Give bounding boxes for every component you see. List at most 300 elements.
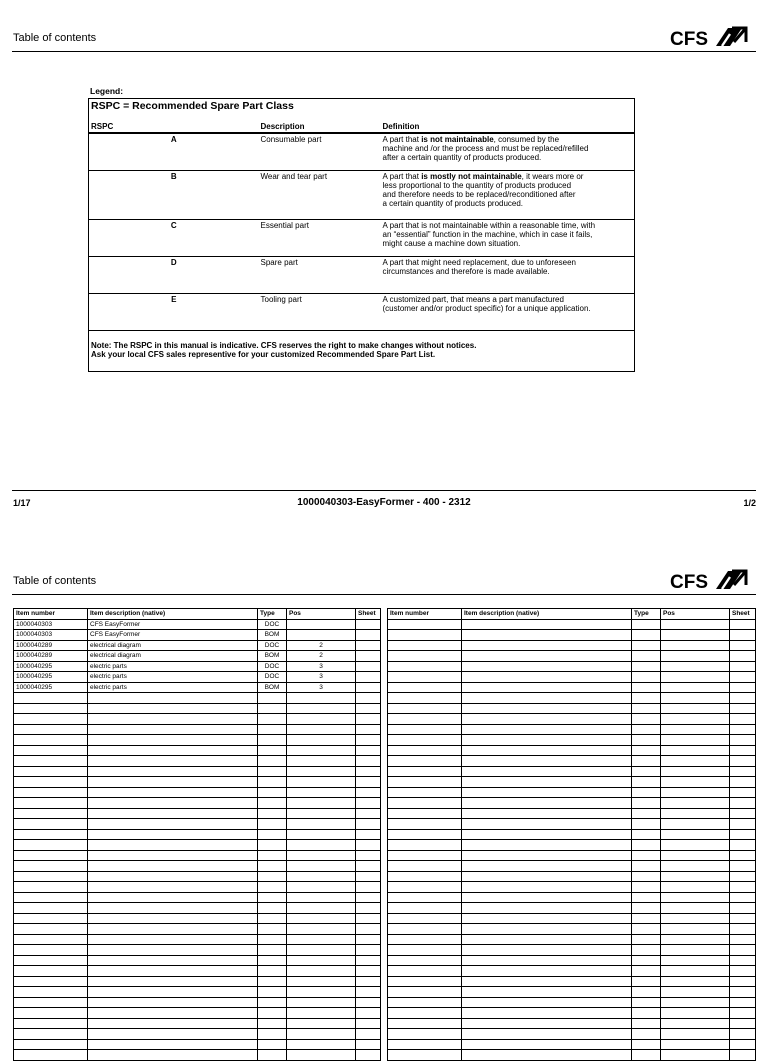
- page-header-1: [12, 24, 756, 48]
- table-row: [14, 966, 381, 977]
- toc-type: BOM: [258, 630, 287, 641]
- table-row: [388, 714, 756, 725]
- table-row: [388, 1050, 756, 1061]
- toc-sheet: [356, 672, 381, 683]
- toc-item-number: 1000040303: [14, 619, 88, 630]
- definition-line: [383, 239, 633, 248]
- toc-sheet: [730, 882, 756, 893]
- definition-text: might cause a machine down situation.: [382, 239, 521, 248]
- toc-pos: [661, 735, 730, 746]
- toc-pos: [661, 871, 730, 882]
- toc-sheet: [356, 777, 381, 788]
- definition-line: [383, 144, 633, 153]
- toc-sheet: [730, 777, 756, 788]
- toc-sheet: [356, 987, 381, 998]
- toc-sheet: [730, 703, 756, 714]
- toc-pos: [661, 966, 730, 977]
- toc-type: [632, 735, 661, 746]
- toc-pos: [287, 882, 356, 893]
- toc-type: [258, 714, 287, 725]
- toc-pos: [287, 703, 356, 714]
- toc-item-number: [388, 892, 462, 903]
- toc-item-number: 1000040303: [14, 630, 88, 641]
- toc-type: [258, 903, 287, 914]
- table-row: [388, 945, 756, 956]
- toc-item-description: [462, 1018, 632, 1029]
- toc-sheet: [730, 714, 756, 725]
- definition-line: [383, 199, 633, 208]
- toc-pos: [287, 987, 356, 998]
- toc-col-pos: Pos: [287, 609, 356, 620]
- toc-pos: [661, 976, 730, 987]
- toc-type: [258, 1039, 287, 1050]
- toc-type: [632, 724, 661, 735]
- table-row: [388, 871, 756, 882]
- definition-text: an “essential” function in the machine, which in case it fails,: [382, 230, 593, 239]
- toc-sheet: [730, 829, 756, 840]
- toc-item-number: [388, 966, 462, 977]
- legend-definition: [381, 294, 635, 331]
- toc-col-sheet: Sheet: [730, 609, 756, 620]
- toc-type: [258, 724, 287, 735]
- definition-text: A part that is not maintainable within a reasonable time, with: [382, 221, 596, 230]
- toc-sheet: [730, 850, 756, 861]
- toc-item-description: [88, 955, 258, 966]
- table-row: [14, 976, 381, 987]
- toc-pos: [661, 945, 730, 956]
- toc-type: [258, 913, 287, 924]
- toc-type: [632, 640, 661, 651]
- toc-sheet: [356, 955, 381, 966]
- table-row: [388, 1018, 756, 1029]
- toc-item-description: [462, 882, 632, 893]
- toc-item-description: [88, 966, 258, 977]
- table-row: [388, 777, 756, 788]
- table-row: [388, 966, 756, 977]
- legend-row: [89, 294, 635, 331]
- toc-item-number: [388, 976, 462, 987]
- table-row: [388, 840, 756, 851]
- toc-sheet: [356, 787, 381, 798]
- toc-item-description: [462, 619, 632, 630]
- toc-item-number: [388, 756, 462, 767]
- toc-item-description: [462, 1039, 632, 1050]
- toc-sheet: [356, 766, 381, 777]
- toc-type: [632, 882, 661, 893]
- toc-item-description: [462, 787, 632, 798]
- table-row: [14, 997, 381, 1008]
- toc-pos: [287, 966, 356, 977]
- toc-type: DOC: [258, 661, 287, 672]
- toc-pos: [661, 714, 730, 725]
- toc-sheet: [730, 661, 756, 672]
- toc-pos: [661, 630, 730, 641]
- table-row: [14, 714, 381, 725]
- table-row: [14, 1039, 381, 1050]
- toc-type: [632, 619, 661, 630]
- definition-text: is mostly not maintainable: [421, 172, 522, 181]
- toc-sheet: [356, 630, 381, 641]
- toc-sheet: [356, 745, 381, 756]
- toc-item-description: [462, 892, 632, 903]
- toc-pos: [287, 1029, 356, 1040]
- toc-sheet: [356, 703, 381, 714]
- toc-pos: [661, 924, 730, 935]
- toc-pos: [287, 976, 356, 987]
- toc-item-description: [462, 924, 632, 935]
- toc-pos: [661, 955, 730, 966]
- toc-table-right: [387, 608, 756, 1061]
- toc-item-number: [14, 745, 88, 756]
- toc-sheet: [730, 934, 756, 945]
- toc-item-number: [388, 682, 462, 693]
- toc-type: [258, 892, 287, 903]
- table-row: [14, 924, 381, 935]
- toc-pos: [287, 945, 356, 956]
- toc-sheet: [356, 808, 381, 819]
- toc-item-description: [462, 672, 632, 683]
- table-row: [14, 798, 381, 809]
- toc-type: [632, 829, 661, 840]
- toc-type: [258, 808, 287, 819]
- legend-description: Essential part: [259, 220, 381, 257]
- legend-class: C: [89, 220, 259, 257]
- toc-item-description: [462, 861, 632, 872]
- toc-sheet: [730, 945, 756, 956]
- toc-item-number: [14, 693, 88, 704]
- toc-sheet: [730, 756, 756, 767]
- toc-item-description: [462, 693, 632, 704]
- table-row: [14, 766, 381, 777]
- toc-item-description: electric parts: [88, 661, 258, 672]
- toc-pos: [661, 1029, 730, 1040]
- toc-item-description: electric parts: [88, 682, 258, 693]
- toc-type: [258, 861, 287, 872]
- toc-type: [632, 987, 661, 998]
- header-rule: [12, 594, 756, 595]
- toc-type: [632, 924, 661, 935]
- toc-type: [258, 819, 287, 830]
- toc-pos: [661, 1050, 730, 1061]
- toc-pos: [661, 682, 730, 693]
- definition-line: [383, 190, 633, 199]
- table-row: [14, 703, 381, 714]
- toc-sheet: [730, 987, 756, 998]
- toc-type: [258, 987, 287, 998]
- toc-sheet: [356, 903, 381, 914]
- table-row: [14, 1050, 381, 1061]
- toc-sheet: [356, 871, 381, 882]
- toc-sheet: [730, 630, 756, 641]
- toc-item-number: [388, 819, 462, 830]
- toc-item-number: [388, 661, 462, 672]
- toc-pos: [287, 808, 356, 819]
- toc-type: [258, 966, 287, 977]
- toc-sheet: [356, 850, 381, 861]
- toc-item-description: [88, 724, 258, 735]
- toc-item-description: [462, 1008, 632, 1019]
- toc-type: [632, 808, 661, 819]
- toc-col-item-description: Item description (native): [88, 609, 258, 620]
- definition-line: [383, 172, 633, 181]
- svg-text:CFS: CFS: [670, 29, 708, 50]
- toc-item-description: [462, 955, 632, 966]
- toc-item-description: [462, 777, 632, 788]
- toc-sheet: [356, 640, 381, 651]
- toc-type: [258, 955, 287, 966]
- table-row: [14, 934, 381, 945]
- toc-pos: [287, 997, 356, 1008]
- table-row: [14, 682, 381, 693]
- toc-item-number: [14, 976, 88, 987]
- toc-sheet: [730, 1029, 756, 1040]
- toc-item-description: [88, 892, 258, 903]
- toc-type: [632, 766, 661, 777]
- toc-item-number: 1000040295: [14, 682, 88, 693]
- toc-item-number: [388, 766, 462, 777]
- toc-pos: [287, 1050, 356, 1061]
- toc-type: [632, 934, 661, 945]
- toc-pos: [287, 934, 356, 945]
- toc-pos: [661, 1018, 730, 1029]
- toc-item-number: [388, 651, 462, 662]
- legend-description: Spare part: [259, 257, 381, 294]
- toc-sheet: [356, 693, 381, 704]
- toc-type: [258, 735, 287, 746]
- toc-sheet: [730, 1050, 756, 1061]
- toc-type: [632, 976, 661, 987]
- toc-item-number: [388, 913, 462, 924]
- toc-item-number: [388, 955, 462, 966]
- toc-pos: [661, 619, 730, 630]
- table-row: [388, 703, 756, 714]
- toc-sheet: [730, 766, 756, 777]
- toc-item-number: [388, 787, 462, 798]
- toc-pos: [287, 693, 356, 704]
- toc-item-number: [14, 840, 88, 851]
- toc-type: [632, 651, 661, 662]
- toc-type: [632, 672, 661, 683]
- toc-pos: [287, 630, 356, 641]
- table-row: [14, 945, 381, 956]
- toc-item-description: [88, 756, 258, 767]
- toc-pos: [287, 850, 356, 861]
- toc-table-left: [13, 608, 381, 1061]
- table-row: [388, 987, 756, 998]
- toc-pos: [661, 840, 730, 851]
- legend-row: [89, 257, 635, 294]
- toc-type: BOM: [258, 651, 287, 662]
- table-row: [388, 766, 756, 777]
- table-row: [14, 651, 381, 662]
- toc-col-item-description: Item description (native): [462, 609, 632, 620]
- toc-item-description: [462, 850, 632, 861]
- svg-text:CFS: CFS: [670, 572, 708, 593]
- toc-item-description: [462, 997, 632, 1008]
- toc-sheet: [730, 808, 756, 819]
- table-row: [388, 1029, 756, 1040]
- toc-item-number: [14, 735, 88, 746]
- footer-document-id: 1000040303-EasyFormer - 400 - 2312: [297, 497, 471, 508]
- table-row: [388, 787, 756, 798]
- toc-type: [258, 850, 287, 861]
- legend-col-rspc: RSPC: [89, 121, 259, 133]
- toc-type: [632, 756, 661, 767]
- toc-item-number: [14, 913, 88, 924]
- toc-item-description: [88, 882, 258, 893]
- toc-pos: 2: [287, 640, 356, 651]
- table-row: [388, 661, 756, 672]
- toc-sheet: [730, 1018, 756, 1029]
- toc-sheet: [730, 693, 756, 704]
- toc-item-description: [462, 840, 632, 851]
- toc-type: DOC: [258, 640, 287, 651]
- toc-col-item-number: Item number: [388, 609, 462, 620]
- toc-sheet: [356, 1018, 381, 1029]
- toc-item-number: [14, 945, 88, 956]
- toc-pos: [661, 724, 730, 735]
- definition-line: [383, 295, 633, 304]
- toc-pos: [287, 871, 356, 882]
- toc-pos: [661, 745, 730, 756]
- toc-sheet: [730, 966, 756, 977]
- toc-item-description: [462, 682, 632, 693]
- toc-item-number: [14, 1008, 88, 1019]
- legend-class: E: [89, 294, 259, 331]
- toc-item-number: [14, 1039, 88, 1050]
- toc-item-description: [462, 735, 632, 746]
- toc-pos: [287, 829, 356, 840]
- toc-item-description: [462, 913, 632, 924]
- toc-item-number: [388, 714, 462, 725]
- table-row: [388, 955, 756, 966]
- table-row: [388, 903, 756, 914]
- footer-page-count: 1/17: [13, 498, 31, 508]
- toc-sheet: [356, 714, 381, 725]
- toc-type: [632, 745, 661, 756]
- toc-type: [258, 1018, 287, 1029]
- toc-pos: [287, 619, 356, 630]
- table-row: [14, 777, 381, 788]
- table-row: [14, 850, 381, 861]
- toc-pos: [287, 787, 356, 798]
- toc-pos: [661, 651, 730, 662]
- toc-type: [632, 630, 661, 641]
- toc-item-description: [88, 777, 258, 788]
- table-row: [14, 619, 381, 630]
- definition-line: [383, 153, 633, 162]
- toc-sheet: [730, 640, 756, 651]
- toc-item-description: CFS EasyFormer: [88, 630, 258, 641]
- footer-rule: [12, 490, 756, 491]
- legend-description: Tooling part: [259, 294, 381, 331]
- table-row: [14, 871, 381, 882]
- toc-col-type: Type: [632, 609, 661, 620]
- table-row: [14, 913, 381, 924]
- toc-item-number: [14, 703, 88, 714]
- toc-sheet: [730, 871, 756, 882]
- definition-text: A part that might need replacement, due to unforeseen: [382, 258, 576, 267]
- toc-pos: [661, 850, 730, 861]
- toc-type: [258, 787, 287, 798]
- toc-item-number: [388, 829, 462, 840]
- toc-type: [632, 871, 661, 882]
- table-row: [14, 882, 381, 893]
- toc-item-number: [14, 871, 88, 882]
- definition-text: A customized part, that means a part manufactured: [382, 295, 564, 304]
- table-row: [14, 787, 381, 798]
- toc-item-description: [462, 934, 632, 945]
- toc-item-number: [14, 714, 88, 725]
- toc-item-description: [462, 1029, 632, 1040]
- definition-line: [383, 304, 633, 313]
- toc-type: [632, 1050, 661, 1061]
- toc-sheet: [730, 861, 756, 872]
- toc-item-number: [388, 724, 462, 735]
- table-row: [14, 819, 381, 830]
- toc-pos: [661, 640, 730, 651]
- toc-item-number: [388, 693, 462, 704]
- cfs-logo: [670, 24, 750, 50]
- toc-sheet: [730, 819, 756, 830]
- table-row: [14, 1029, 381, 1040]
- table-row: [388, 735, 756, 746]
- legend-col-description: Description: [259, 121, 381, 133]
- toc-item-description: [462, 661, 632, 672]
- toc-item-description: [88, 693, 258, 704]
- toc-item-number: [388, 850, 462, 861]
- table-row: [14, 1008, 381, 1019]
- toc-item-number: [14, 724, 88, 735]
- toc-type: [258, 840, 287, 851]
- toc-sheet: [356, 1050, 381, 1061]
- toc-type: [632, 777, 661, 788]
- toc-pos: [661, 672, 730, 683]
- toc-pos: [661, 756, 730, 767]
- toc-type: [258, 1008, 287, 1019]
- toc-pos: [287, 735, 356, 746]
- toc-sheet: [730, 619, 756, 630]
- legend-note: [89, 331, 635, 372]
- toc-type: [258, 745, 287, 756]
- toc-item-description: [88, 903, 258, 914]
- toc-item-description: [462, 903, 632, 914]
- toc-pos: [661, 703, 730, 714]
- toc-type: [632, 1029, 661, 1040]
- table-row: [388, 892, 756, 903]
- toc-pos: [287, 955, 356, 966]
- toc-item-number: [14, 903, 88, 914]
- toc-pos: [661, 798, 730, 809]
- toc-item-number: [388, 945, 462, 956]
- toc-item-description: [462, 640, 632, 651]
- definition-text: a certain quantity of products produced.: [382, 199, 524, 208]
- table-row: [388, 672, 756, 683]
- toc-item-number: [388, 871, 462, 882]
- toc-pos: [287, 777, 356, 788]
- toc-item-number: [388, 640, 462, 651]
- table-row: [388, 850, 756, 861]
- toc-sheet: [356, 682, 381, 693]
- table-row: [14, 735, 381, 746]
- toc-item-description: [462, 966, 632, 977]
- definition-text: (customer and/or product specific) for a unique application.: [382, 304, 591, 313]
- toc-type: [632, 997, 661, 1008]
- toc-item-number: [388, 630, 462, 641]
- toc-item-number: [14, 924, 88, 935]
- table-row: [388, 630, 756, 641]
- table-row: [14, 987, 381, 998]
